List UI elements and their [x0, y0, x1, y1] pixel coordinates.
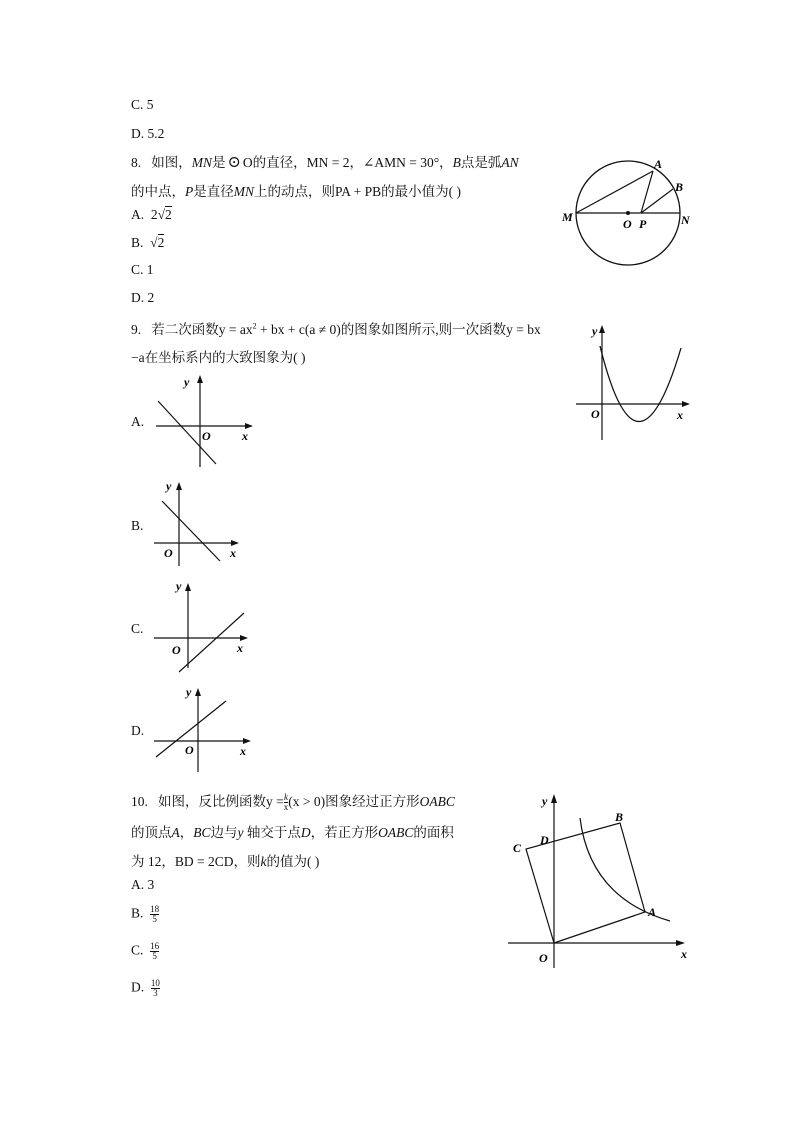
q7-option-d: D. 5.2	[131, 126, 165, 141]
q9-option-b-label: B.	[131, 518, 144, 533]
label-m: M	[562, 210, 573, 224]
label-o: O	[539, 951, 548, 965]
label-b: B	[675, 180, 684, 194]
q9-option-d-label: D.	[131, 723, 145, 738]
x-axis-arrow	[676, 940, 685, 946]
x-axis-arrow	[682, 401, 690, 407]
q8-option-b: B. √2	[131, 235, 165, 250]
label-a: A	[648, 905, 657, 919]
q9-option-d-graph	[150, 682, 260, 777]
origin-label: O	[164, 546, 173, 560]
center-dot	[626, 211, 630, 215]
q9-option-a-graph	[150, 372, 260, 472]
q10-stem-line2: 的顶点A，BC边与y 轴交于点D，若正方形OABC的面积	[131, 825, 454, 840]
circle-symbol: ⊙	[227, 154, 241, 171]
y-label: y	[542, 794, 548, 808]
q7-option-c: C. 5	[131, 97, 154, 112]
sqrt-symbol: √	[157, 207, 166, 222]
label-c: C	[513, 841, 522, 855]
q8-stem-line2: 的中点，P是直径MN上的动点，则PA + PB的最小值为( )	[131, 184, 462, 199]
y-axis-arrow	[185, 583, 191, 591]
q8-option-d: D. 2	[131, 290, 155, 305]
origin-label: O	[202, 429, 211, 443]
x-label: x	[681, 947, 687, 961]
x-label: x	[242, 429, 248, 443]
sqrt-symbol: √	[150, 235, 158, 250]
origin-label: O	[185, 743, 194, 757]
x-label: x	[240, 744, 246, 758]
segment-pa	[641, 171, 653, 213]
label-o: O	[623, 217, 632, 231]
chord-ma	[576, 171, 653, 213]
label-b: B	[615, 810, 624, 824]
q9-stem-line1: 9. 若二次函数$y = ax^2$ + bx + c(a ≠ 0)的图象如图所示,则一次函数y = bx	[131, 321, 541, 337]
y-label: y	[186, 685, 192, 699]
fraction-k-over-x: $\frac{k}{x}$	[283, 792, 289, 813]
label-n: N	[681, 213, 690, 227]
q9-option-a-label: A.	[131, 414, 145, 429]
hyperbola-curve	[580, 818, 670, 921]
q9-option-c-label: C.	[131, 621, 144, 636]
x-label: x	[677, 408, 683, 422]
x-label: x	[230, 546, 236, 560]
q10-stem-line3: 为 12，BD = 2CD，则k的值为( )	[131, 854, 320, 869]
q9-stem-line2: −a在坐标系内的大致图象为( )	[131, 350, 306, 365]
q8-option-a: A. 2√2	[131, 207, 172, 222]
y-label: y	[176, 579, 182, 593]
label-d: D	[540, 833, 549, 847]
y-axis-arrow	[197, 375, 203, 383]
y-axis-arrow	[176, 482, 182, 490]
parabola-curve	[600, 346, 681, 422]
label-p: P	[639, 217, 647, 231]
y-axis-arrow	[195, 688, 201, 696]
q10-option-a: A. 3	[131, 877, 155, 892]
q10-square-figure	[505, 788, 700, 968]
q10-option-b: B. $\frac{18}{5}$	[131, 904, 160, 924]
label-a: A	[654, 157, 663, 171]
origin-label: O	[591, 407, 600, 421]
x-label: x	[237, 641, 243, 655]
graph-line	[179, 613, 244, 672]
q10-stem-line1: 10. 如图，反比例函数y = $\frac{k}{x}$ (x > 0)图象经过正方形OABC	[131, 792, 455, 813]
q9-option-c-graph	[150, 576, 260, 676]
q8-stem-line1: 8. 如图，MN是 ⊙ O的直径，MN = 2，∠AMN = 30°，B点是弧AN	[131, 154, 519, 171]
q8-option-c: C. 1	[131, 262, 154, 277]
q10-option-c: C. $\frac{16}{5}$	[131, 941, 160, 961]
q9-option-b-graph	[150, 476, 260, 576]
q10-option-d: D. $\frac{10}{3}$	[131, 978, 160, 998]
y-label: y	[166, 479, 172, 493]
q9-parabola-figure	[570, 318, 695, 443]
y-label: y	[184, 375, 190, 389]
segment-pb	[641, 189, 673, 213]
y-axis-arrow	[551, 794, 557, 803]
q8-circle-figure	[555, 150, 700, 270]
origin-label: O	[172, 643, 181, 657]
y-label: y	[592, 324, 598, 338]
y-axis-arrow	[599, 325, 605, 333]
